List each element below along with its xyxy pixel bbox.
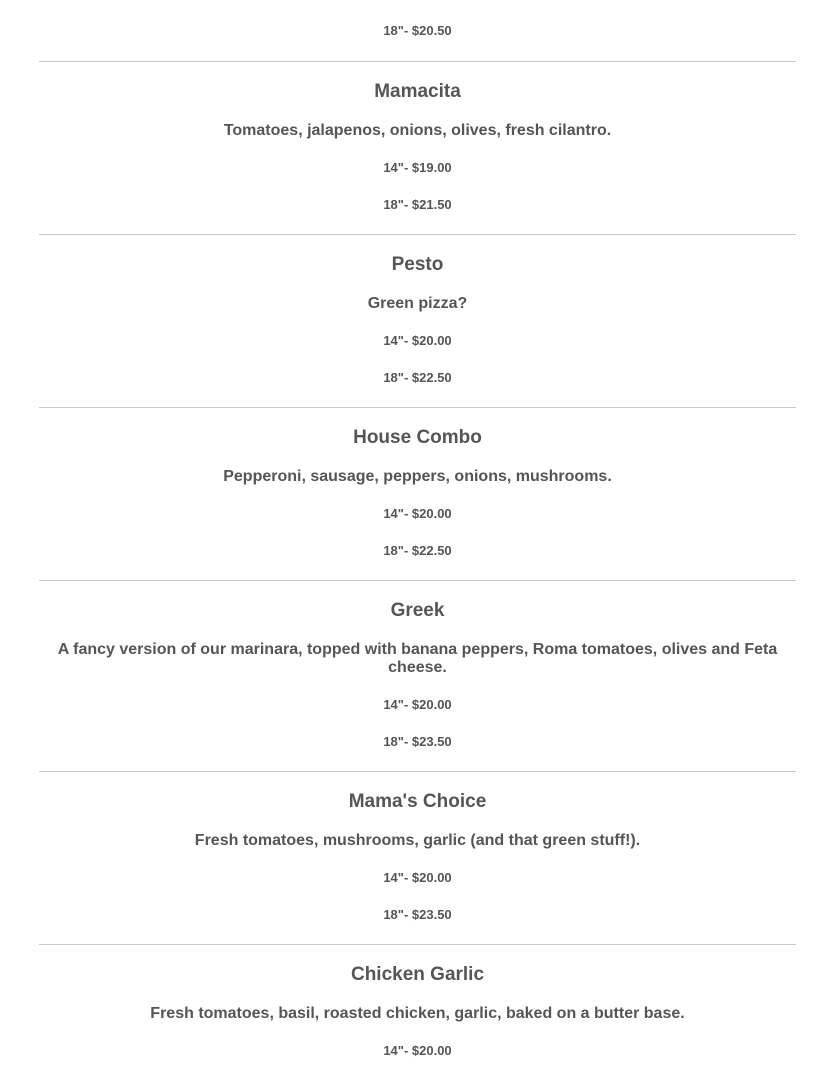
item-name: Greek [390, 600, 445, 621]
price-14-inch: 14"- $20.00 [383, 1043, 452, 1058]
item-description: Fresh tomatoes, mushrooms, garlic (and that green stuff!). [194, 832, 641, 849]
price-18-inch: 18"- $21.50 [383, 197, 452, 212]
menu-item-mamas-choice [39, 772, 796, 944]
price-18-inch: 18"- $22.50 [383, 370, 452, 385]
item-description: A fancy version of our marinara, topped with banana peppers, Roma tomatoes, olives and Feta cheese. [57, 641, 778, 676]
price-18-inch: 18"- $23.50 [383, 907, 452, 922]
price-14-inch: 14"- $20.00 [383, 697, 452, 712]
price-14-inch: 14"- $20.00 [383, 870, 452, 885]
item-name: Pesto [391, 254, 444, 275]
price-14-inch: 14"- $20.00 [383, 506, 452, 521]
menu-item-greek [39, 581, 796, 771]
menu-item-chicken-garlic [39, 945, 796, 1080]
price-14-inch: 14"- $19.00 [383, 160, 452, 175]
menu-item-house-combo [39, 408, 796, 580]
menu-item-pesto [39, 235, 796, 407]
price-18-inch: 18"- $22.50 [383, 543, 452, 558]
menu-item-mamacita [39, 62, 796, 234]
item-name: House Combo [353, 427, 482, 448]
item-description: Fresh tomatoes, basil, roasted chicken, garlic, baked on a butter base. [150, 1005, 685, 1022]
previous-item-price-18: 18"- $20.50 [383, 23, 452, 38]
item-name: Mamacita [374, 81, 461, 102]
pizza-menu [39, 0, 796, 1080]
item-description: Pepperoni, sausage, peppers, onions, mushrooms. [223, 468, 612, 485]
price-18-inch: 18"- $23.50 [383, 734, 452, 749]
item-description: Tomatoes, jalapenos, onions, olives, fresh cilantro. [223, 122, 612, 139]
item-name: Chicken Garlic [350, 964, 485, 985]
price-14-inch: 14"- $20.00 [383, 333, 452, 348]
item-name: Mama's Choice [348, 791, 487, 812]
item-description: Green pizza? [367, 295, 468, 312]
